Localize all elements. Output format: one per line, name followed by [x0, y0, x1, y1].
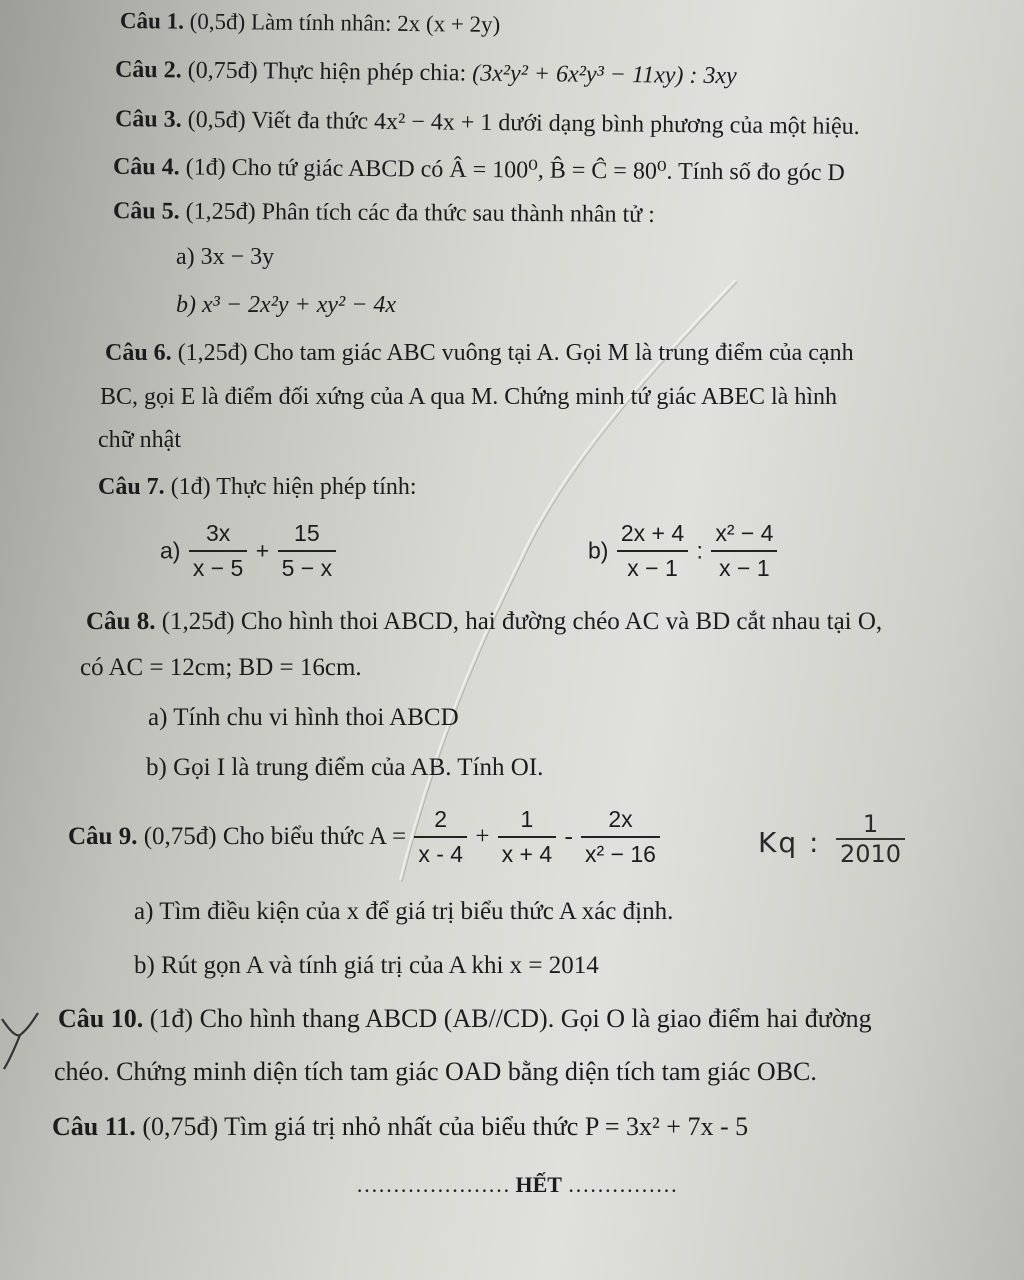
question-label: Câu 10.: [58, 1004, 144, 1033]
question-points: (1,25đ): [185, 198, 256, 226]
fraction: [711, 520, 777, 582]
fraction: [414, 806, 467, 868]
question-label: Câu 4.: [112, 153, 180, 181]
question-9: [68, 806, 662, 868]
denominator: x − 1: [719, 555, 770, 581]
footer-text: HẾT: [515, 1172, 562, 1197]
question-expression: (3x²y² + 6x²y³ − 11xy) : 3xy: [472, 60, 737, 90]
question-1: [120, 8, 501, 38]
question-label: Câu 1.: [119, 8, 185, 34]
fraction: [581, 806, 660, 868]
question-points: (1,25đ): [177, 340, 248, 366]
question-text: Phân tích các đa thức sau thành nhân tử :: [261, 199, 655, 228]
numerator: 3x: [189, 520, 248, 552]
question-text: Làm tính nhân: 2x (x + 2y): [250, 9, 501, 37]
operator: -: [564, 823, 573, 850]
question-points: (0,75đ): [187, 57, 258, 85]
question-points: (0,75đ): [143, 823, 217, 850]
question-8-line-2: có AC = 12cm; BD = 16cm.: [80, 654, 362, 681]
question-5: [113, 198, 655, 229]
handwritten-answer-label: Kq :: [758, 826, 821, 859]
question-text: Cho tam giác ABC vuông tại A. Gọi M là trung điểm của cạnh: [253, 340, 854, 366]
question-text: Cho hình thoi ABCD, hai đường chéo AC và BD cắt nhau tại O,: [240, 608, 883, 635]
question-9a: a) Tìm điều kiện của x để giá trị biểu thức A xác định.: [134, 898, 674, 925]
operator: +: [255, 537, 270, 564]
handwritten-check-mark: [0, 1005, 45, 1075]
numerator: 2: [414, 806, 467, 838]
numerator: 15: [278, 520, 337, 552]
question-9b: b) Rút gọn A và tính giá trị của A khi x = 2014: [134, 952, 599, 979]
handwritten-numerator: 1: [836, 810, 905, 840]
question-6-line-3: chữ nhật: [98, 427, 181, 453]
handwritten-answer: [836, 810, 905, 868]
question-6-line-2: BC, gọi E là điểm đối xứng của A qua M. Chứng minh tứ giác ABEC là hình: [100, 384, 837, 410]
denominator: x² − 16: [585, 841, 656, 867]
numerator: 2x: [581, 806, 660, 838]
question-text: Viết đa thức 4x² − 4x + 1 dưới dạng bình phương của một hiệu.: [251, 107, 860, 140]
question-points: (0,5đ): [189, 8, 246, 35]
question-3: [115, 106, 860, 141]
fraction: [278, 520, 337, 582]
question-text: Cho hình thang ABCD (AB//CD). Gọi O là giao điểm hai đường: [199, 1004, 872, 1033]
question-text: Thực hiện phép tính:: [216, 474, 417, 500]
operator: :: [696, 537, 703, 564]
question-5a: a) 3x − 3y: [176, 244, 275, 270]
question-4: [113, 152, 845, 187]
numerator: 2x + 4: [617, 520, 688, 552]
question-8b: b) Gọi I là trung điểm của AB. Tính OI.: [146, 754, 544, 781]
question-label: Câu 7.: [98, 474, 165, 500]
question-6: [105, 340, 854, 367]
question-label: Câu 5.: [112, 198, 180, 225]
question-points: (1đ): [170, 474, 211, 500]
question-text: Tìm giá trị nhỏ nhất của biểu thức P = 3x² + 7x - 5: [224, 1112, 749, 1141]
question-points: (1đ): [185, 154, 226, 181]
question-label: Câu 9.: [68, 823, 138, 850]
numerator: x² − 4: [711, 520, 777, 552]
footer-left-dots: …………………: [356, 1172, 510, 1197]
question-text: Thực hiện phép chia:: [263, 58, 467, 87]
question-points: (0,5đ): [187, 106, 246, 134]
question-points: (1đ): [149, 1004, 194, 1033]
question-label: Câu 3.: [114, 106, 182, 133]
question-5b: b) x³ − 2x²y + xy² − 4x: [176, 292, 397, 318]
denominator: x + 4: [501, 841, 553, 867]
question-7b: [588, 520, 779, 582]
fraction: [189, 520, 248, 582]
denominator: 5 − x: [281, 555, 333, 581]
question-11: [52, 1112, 748, 1142]
fraction: [498, 806, 557, 868]
question-10: [58, 1004, 872, 1034]
question-text: Cho tứ giác ABCD có Â = 100⁰, B̂ = Ĉ = 80⁰. Tính số đo góc D: [231, 154, 845, 187]
footer-right-dots: ……………: [567, 1172, 678, 1197]
fraction: [617, 520, 688, 582]
part-label: b): [588, 537, 609, 564]
question-label: Câu 6.: [105, 340, 172, 366]
question-7: [98, 474, 417, 501]
question-8: [86, 608, 882, 636]
denominator: x − 1: [627, 555, 678, 581]
question-2: [115, 57, 737, 91]
end-marker: [356, 1172, 677, 1198]
question-8a: a) Tính chu vi hình thoi ABCD: [148, 704, 459, 731]
part-label: a): [160, 537, 181, 564]
numerator: 1: [498, 806, 557, 838]
handwritten-denominator: 2010: [840, 840, 902, 868]
question-points: (0,75đ): [142, 1112, 219, 1141]
question-text: Cho biểu thức A =: [222, 823, 407, 850]
question-label: Câu 2.: [114, 56, 182, 84]
denominator: x - 4: [418, 841, 464, 867]
question-7a: [160, 520, 338, 582]
question-10-line-2: chéo. Chứng minh diện tích tam giác OAD bằng diện tích tam giác OBC.: [54, 1057, 817, 1086]
question-label: Câu 8.: [86, 608, 156, 635]
operator: +: [475, 823, 490, 850]
denominator: x − 5: [192, 555, 244, 581]
question-label: Câu 11.: [52, 1112, 136, 1141]
question-points: (1,25đ): [161, 608, 235, 635]
